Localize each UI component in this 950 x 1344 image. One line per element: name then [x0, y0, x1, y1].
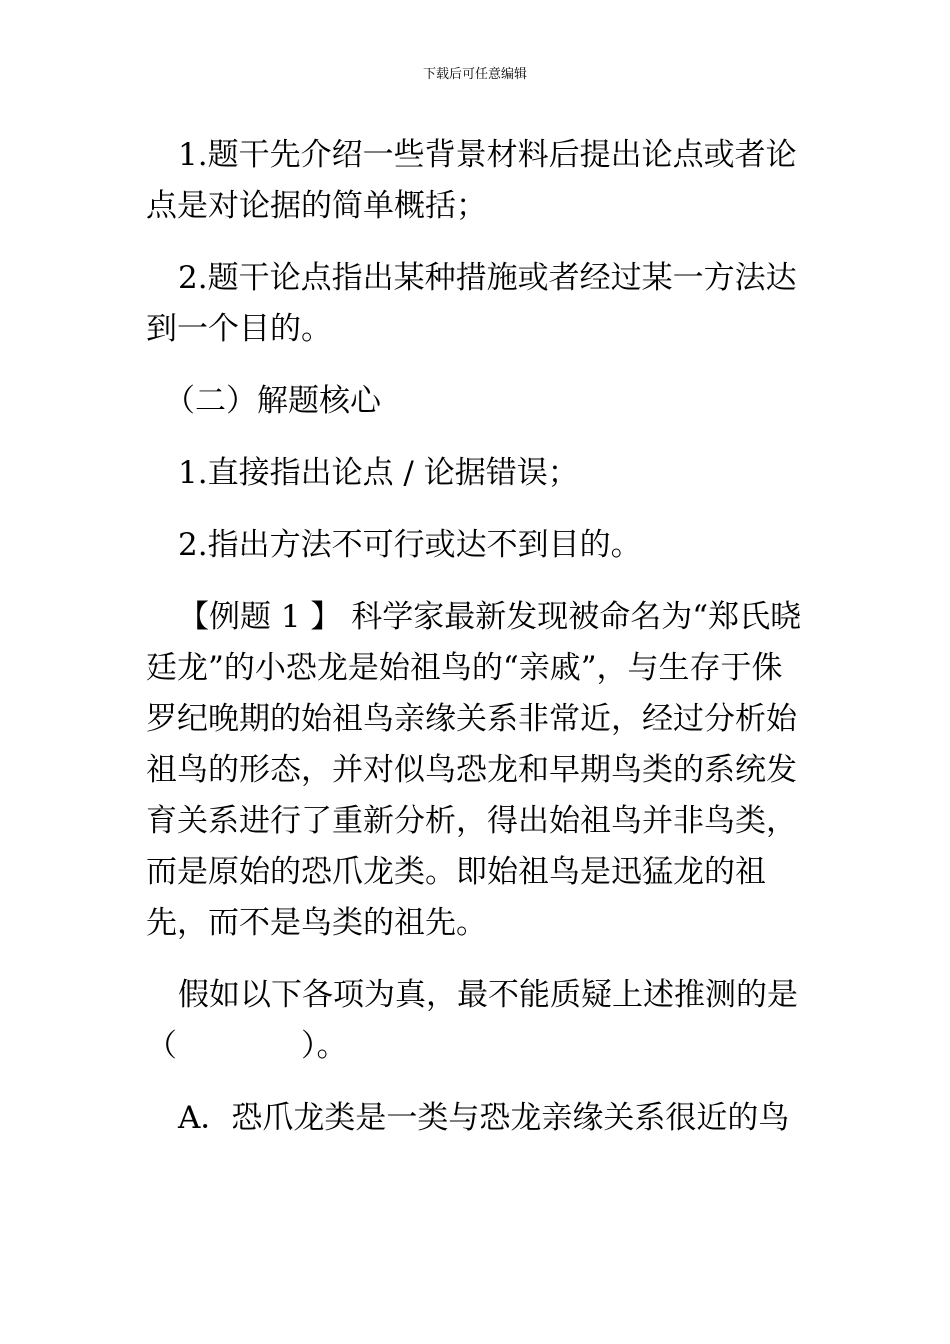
paragraph-example-1: 【例题 1 】 科学家最新发现被命名为“郑氏晓廷龙”的小恐龙是始祖鸟的“亲戚”，与生存于侏罗纪晚期的始祖鸟亲缘关系非常近，经过分析始祖鸟的形态，并对似鸟恐龙和早期鸟类的系统发育关系进行了重新分析，得出始祖鸟并非鸟类，而是原始的恐爪龙类。即始祖鸟是迅猛龙的祖先，而不是鸟类的祖先。 [146, 599, 802, 941]
page-header: 下载后可任意编辑 [422, 67, 527, 82]
paragraph-point-1: 1.题干先介绍一些背景材料后提出论点或者论点是对论据的简单概括； [146, 137, 797, 224]
paragraph-core-2: 2.指出方法不可行或达不到目的。 [178, 527, 642, 563]
section-heading: （二）解题核心 [164, 383, 381, 419]
paragraph-question: 假如以下各项为真，最不能质疑上述推测的是（ ）。 [146, 977, 798, 1064]
document-body [146, 130, 806, 1165]
paragraph-point-2: 2.题干论点指出某种措施或者经过某一方法达到一个目的。 [146, 260, 797, 347]
option-a: A．恐爪龙类是一类与恐龙亲缘关系很近的鸟 [178, 1100, 790, 1136]
paragraph-core-1: 1.直接指出论点 / 论据错误； [178, 455, 579, 491]
